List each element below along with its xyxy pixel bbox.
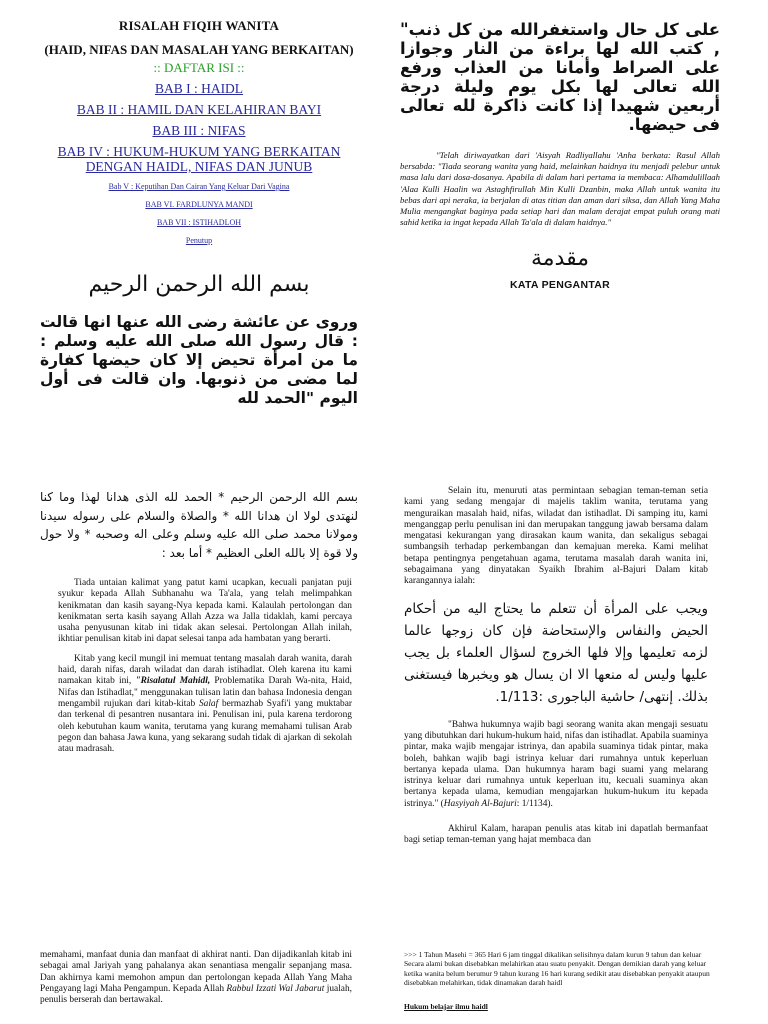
hadith-translation: "Telah diriwayatkan dari 'Aisyah Radliyallahu 'Anha berkata: Rasul Allah bersabda: "Tiada seorang wanita yang haid, melainkan haidnya itu menjadi pelebur untuk masa lalu dari dosa-dosanya. Apabila di dalam hari pertama ia membaca: Alhamdulillaah 'Alaa Kulli Haalin wa Astaghfirullah Min Kulli Dzanbin, maka Allah untuk wanita itu bebas dari api neraka, ia berjalan di atas titian dan aman dari siksa, dan Allah Yang Maha Mulia mengangkat baginya pada setiap hari dan malam derajat empat puluh orang mati sahid ketika ia ingat kepada Allah Ta'ala di dalam haidnya." xyxy=(400,150,720,228)
book-subtitle: (HAID, NIFAS DAN MASALAH YANG BERKAITAN) xyxy=(44,42,354,57)
preface-body-right xyxy=(404,486,708,857)
footnote xyxy=(404,950,722,1011)
text-run: Problematika Darah Wa-nita, Haid, Nifas dan Istihadlat," menggunakan tulisan latin dan bahasa Indonesia dengan mengambil rujukan dari kitab-kitab xyxy=(58,676,352,709)
text-run: Kitab yang kecil mungil ini memuat tentang masalah darah wanita, darah haid, darah nifas, darah wiladat dan darah istihadlat. Oleh karena itu kami namakan kitab ini, xyxy=(58,653,352,687)
text-run: : 1/1134). xyxy=(516,798,553,809)
footnote-heading: Hukum belajar ilmu haidl xyxy=(404,1001,488,1011)
reference-emphasis: Hasyiyah Al-Bajuri xyxy=(443,798,517,809)
preface-body-left xyxy=(58,578,352,763)
book-title: RISALAH FIQIH WANITA xyxy=(118,18,280,33)
divine-name-emphasis: Rabbul Izzati Wal Jabarut xyxy=(226,983,325,994)
preface-paragraph xyxy=(404,720,708,810)
opening-arabic-text: بسم الله الرحمن الرحيم * الحمد لله الذى هدانا لهذا وما كنا لنهتدى لولا ان هدانا الله * والصلاة والسلام على رسوله سيدنا ومولانا محمد صلى الله عليه وسلم وعلى اله وصحبه * ولا حول ولا قوة إلا بالله العلى العظيم * أما بعد : xyxy=(40,490,358,560)
toc-link-bab1[interactable]: BAB I : HAIDL xyxy=(154,81,244,96)
toc-link-bab6[interactable]: BAB VI. FARDLUNYA MANDI xyxy=(145,200,253,209)
footnote-text: >>> 1 Tahun Masehi = 365 Hari 6 jam tinggal dikalikan selisihnya dalam kurun 9 tahun dan keluar Secara alami bukan disebabkan melahirkan atau suatu penyakit. Dengan demikian darah yang keluar ketika wanita belum berumur 9 tahun kurang 16 hari kurang sedikit atau disebabkan penyakit ataupun disebabkan melahirkan, tidak dinamakan darah haidl xyxy=(404,950,710,988)
toc-heading: :: DAFTAR ISI :: xyxy=(153,60,245,75)
text-run: bermazhab Syafi'i yang muktabar dan terkenal di pesantren nusantara ini. Penulisan ini, pula karena terdorong oleh kebutuhan kaum wanita, terutama yang kurang memahami tulisan Arab pegon dan bahasa Jawa kuna, yang sekarang sudah tidak di ajarkan di sekolah atau madrasah. xyxy=(58,698,352,755)
text-run: jualah, penulis berserah dan bertawakal. xyxy=(40,983,352,1006)
kata-pengantar-heading: KATA PENGANTAR xyxy=(509,279,611,292)
preface-paragraph: Akhirul Kalam, harapan penulis atas kitab ini dapatlah bermanfaat bagi setiap teman-teman yang hajat membaca dan xyxy=(404,824,708,846)
toc-link-penutup[interactable]: Penutup xyxy=(185,236,213,245)
preface-paragraph xyxy=(58,654,352,756)
text-run: memahami, manfaat dunia dan manfaat di akhirat nanti. Dan dijadikanlah kitab ini sebagai amal Jariyah yang pahalanya akan senantiasa mengalir sepanjang masa. Dan akhirnya kami memohon ampun dan pertolongan kepada Allah Yang Maha Pengayang lagi Maha Pengampun. Kepada Allah xyxy=(40,950,352,994)
salaf-emphasis: Salaf xyxy=(198,698,219,709)
left-column xyxy=(40,18,358,408)
book-name-emphasis: "Risalatul Mahidl, xyxy=(135,676,211,687)
hadith-arabic-text: وروى عن عائشة رضى الله عنها انها قالت : قال رسول الله صلى الله عليه وسلم : ما من امرأة تحيض إلا كان حيضها كفارة لما مضى من ذنوبها. وان قالت فى أول اليوم "الحمد لله xyxy=(40,313,358,407)
preface-closing-text xyxy=(40,950,352,1006)
muqaddimah-heading: مقدمة xyxy=(530,246,590,272)
bismillah-heading: بسم الله الرحمن الرحيم xyxy=(88,272,310,297)
hadith-arabic-continuation: على كل حال واستغفرالله من كل ذنب" , كتب الله لها براءة من النار وجوازا على الصراط وأمانا من العذاب ورفع الله تعالى لها بكل يوم وليلة درجة أربعين شهيدا إذا كانت ذاكرة لله تعالى فى حيضها. xyxy=(400,20,720,134)
preface-paragraph: Selain itu, menuruti atas permintaan sebagian teman-teman setia kami yang sedang mengajar di majelis taklim wanita, terutama yang menguraikan masalah haid, nifas, wiladat dan istihadlat. Di samping itu, kami menganggap perlu penulisan ini dan merupakan tanggung jawab bersama dalam mengatasi kekurangan yang dirasakan kaum wanita, dan sekaligus sebagai sumbangsih terhadap perkembangan dan kemajuan mereka. Kami melihat betapa pentingnya pengetahuan agama, terutama masalah darah wanita ini, sebagaimana yang dinyatakan Syaikh Ibrahim al-Bajuri Dalam kitab karangannya ialah: xyxy=(404,486,708,587)
toc-link-bab3[interactable]: BAB III : NIFAS xyxy=(152,123,246,138)
right-column xyxy=(400,18,720,291)
toc-link-bab2[interactable]: BAB II : HAMIL DAN KELAHIRAN BAYI xyxy=(76,102,322,117)
toc-link-bab4[interactable]: BAB IV : HUKUM-HUKUM YANG BERKAITAN DENGAN HAIDL, NIFAS DAN JUNUB xyxy=(57,144,341,174)
bajuri-arabic-quote: ويجب على المرأة أن تتعلم ما يحتاج اليه من أحكام الحيض والنفاس والإستحاضة فإن كان زوجها عالما لزمه تعليمها وإلا فلها الخروج لسؤال العلماء بل يجب عليها وليس له منعها الا ان يسال هو ويخبرها فيستغنى بذلك. إنتهى/ حاشية الباجورى :1/113. xyxy=(404,600,708,705)
toc-link-bab5[interactable]: Bab V : Keputihan Dan Cairan Yang Keluar Dari Vagina xyxy=(108,182,290,191)
toc-link-bab7[interactable]: BAB VII : ISTIHADLOH xyxy=(156,218,242,227)
preface-paragraph: Tiada untaian kalimat yang patut kami ucapkan, kecuali panjatan puji syukur kepada Allah Subhanahu wa Ta'ala, yang telah melimpahkan kenikmatan dan kasih sayang-Nya kepada kami. Kalaulah pertolongan dan kenikmatan serta kasih sayang Allah Azza wa Jalla tidaklah, kami percaya usaha penyusunan kitab ini tidak akan selesai. Pertolongan Allah inilah, ikhtiar penulisan kitab ini dapat selesai tanpa ada hambatan yang berarti. xyxy=(58,578,352,645)
text-run: "Bahwa hukumnya wajib bagi seorang wanita akan mengaji sesuatu yang dibutuhkan dari hukum-hukum haid, nifas dan istihadlat. Apabila suaminya pintar, maka wajib mengajar istrinya, dan apabila suaminya tidak pintar, maka boleh, bahkan wajib bagi istrinya keluar dari rumahnya untuk keperluan bertanya kepada ulama. Dan hukumnya haram bagi suami yang melarang istrinya keluar dari rumahnya untuk keperluan itu, kecuali suaminya akan bertanya kepada ulama, kemudian mengajarkan hukum-hukum itu kepada istrinya." ( xyxy=(404,719,708,809)
